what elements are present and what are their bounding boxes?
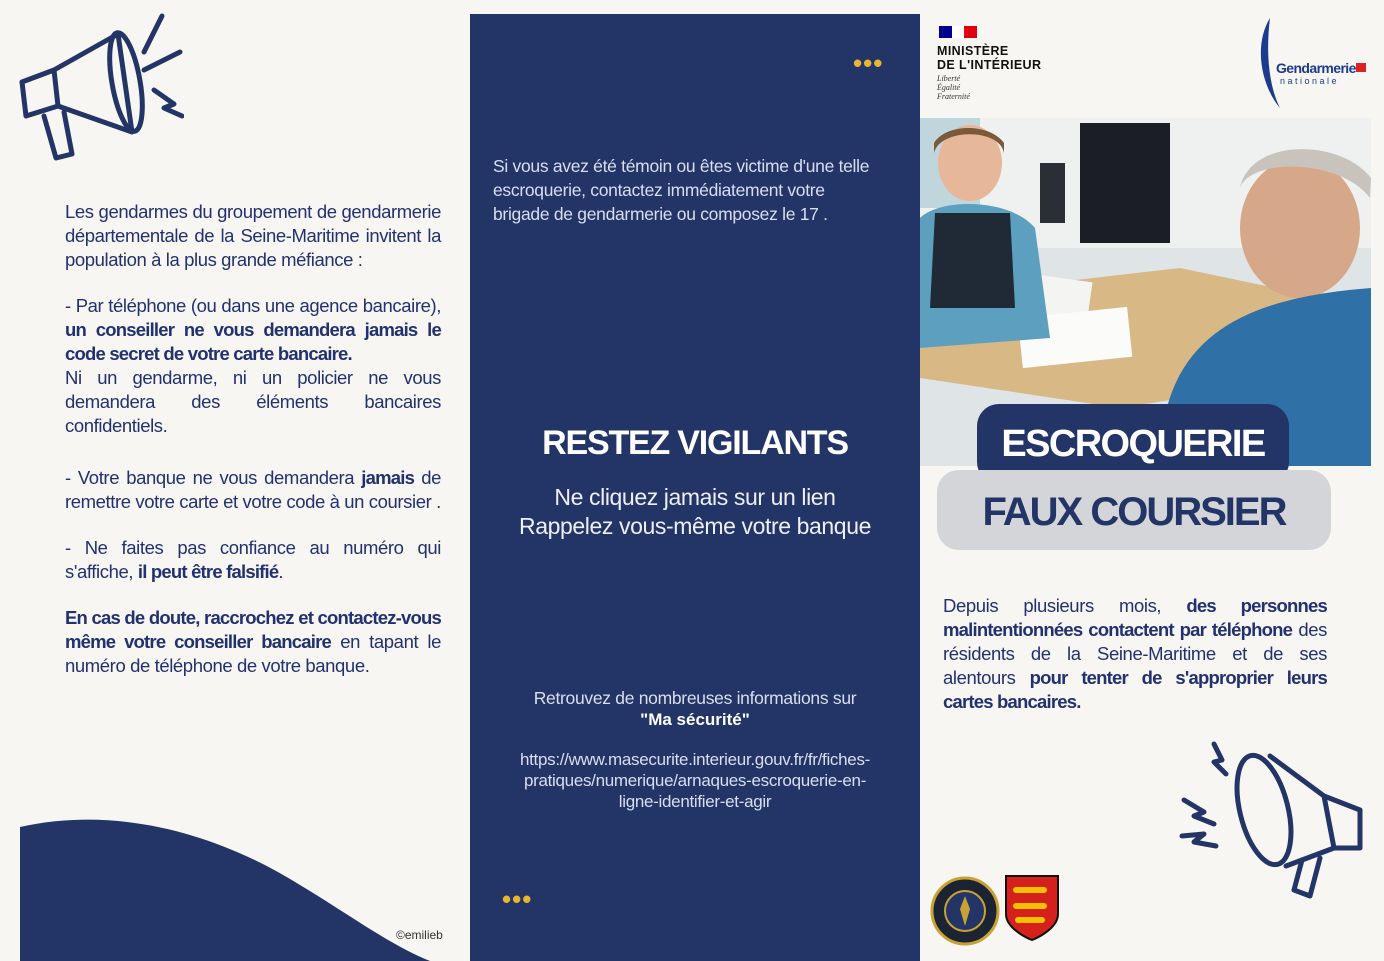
info-line: Retrouvez de nombreuses informations sur xyxy=(533,688,857,708)
left-body-text xyxy=(65,200,441,700)
warning-phone-text: - Par téléphone (ou dans une agence bancaire), xyxy=(65,295,441,316)
warning-number-end: . xyxy=(278,561,284,582)
advice-bank-line: Rappelez vous-même votre banque xyxy=(519,513,871,539)
ministry-line2: DE L'INTÉRIEUR xyxy=(937,58,1042,72)
megaphone-icon xyxy=(1174,738,1374,903)
title-faux-coursier: FAUX COURSIER xyxy=(937,470,1331,550)
normandy-coat-of-arms-icon xyxy=(1004,874,1060,942)
ministry-line1: MINISTÈRE xyxy=(937,44,1009,58)
decorative-dots-bottom: ••• xyxy=(502,884,533,914)
left-panel xyxy=(0,0,470,961)
warning-number-bold: il peut être falsifié xyxy=(137,561,279,582)
middle-panel xyxy=(470,14,920,961)
gendarmerie-emblem-icon xyxy=(930,876,1000,946)
ma-securite-label: "Ma sécurité" xyxy=(640,710,750,729)
desc-bold-persons: des personnes malintentionnées contactent par téléphone xyxy=(943,595,1327,640)
warning-bank-paragraph xyxy=(65,466,441,514)
decorative-dots-top: ••• xyxy=(853,48,884,78)
gendarmerie-name: Gendarmerie xyxy=(1276,60,1356,76)
megaphone-icon xyxy=(14,12,184,162)
desc-intro: Depuis plusieurs mois, xyxy=(943,595,1162,616)
advice-link-line: Ne cliquez jamais sur un lien xyxy=(554,484,836,510)
desc-bold-goal: pour tenter de s'approprier leurs cartes bancaires. xyxy=(943,667,1327,712)
right-description xyxy=(943,594,1327,714)
advice-bold: En cas de doute, raccrochez et contactez-vous même votre conseiller bancaire xyxy=(65,607,441,652)
motto-liberte: Liberté xyxy=(937,74,961,83)
advice-paragraph xyxy=(65,606,441,678)
desc-residents: des résidents de la Seine-Maritime et de ses alentours xyxy=(943,619,1327,688)
masecurite-url[interactable]: https://www.masecurite.interieur.gouv.fr/fr/fiches-pratiques/numerique/arnaques-escroquerie-en-ligne-identifier-et-agir xyxy=(519,750,871,811)
right-panel xyxy=(920,0,1384,961)
warning-gendarme-text: Ni un gendarme, ni un policier ne vous demandera des éléments bancaires confidentiels. xyxy=(65,367,441,436)
warning-bank-bold: jamais xyxy=(361,467,415,488)
republic-motto xyxy=(937,74,1077,101)
warning-bank-text-b: de remettre votre carte et votre code à un coursier . xyxy=(65,467,441,512)
french-flag-icon xyxy=(939,26,977,38)
intro-paragraph: Les gendarmes du groupement de gendarmerie départementale de la Seine-Maritime invitent la population à la plus grande méfiance : xyxy=(65,201,441,270)
motto-fraternite: Fraternité xyxy=(937,92,970,101)
ministry-name xyxy=(937,44,1077,72)
gendarmerie-red-mark xyxy=(1356,63,1366,72)
ministere-interieur-logo xyxy=(937,26,1077,101)
warning-bank-text-a: - Votre banque ne vous demandera xyxy=(65,467,355,488)
warning-number-paragraph xyxy=(65,536,441,584)
credit-text: ©emilieb xyxy=(396,928,443,942)
contact-paragraph: Si vous avez été témoin ou êtes victime d'une telle escroquerie, contactez immédiatement votre brigade de gendarmerie ou composez le 17 . xyxy=(493,156,870,224)
title-escroquerie: ESCROQUERIE xyxy=(977,404,1289,484)
headline-restez-vigilants: RESTEZ VIGILANTS xyxy=(542,424,848,462)
motto-egalite: Égalité xyxy=(937,83,961,92)
warning-number-text: - Ne faites pas confiance au numéro qui s'affiche, xyxy=(65,537,441,582)
warning-phone-bold: un conseiller ne vous demandera jamais le code secret de votre carte bancaire. xyxy=(65,319,441,364)
warning-phone-paragraph xyxy=(65,294,441,438)
gendarmerie-nationale: nationale xyxy=(1280,76,1340,86)
advice-text: en tapant le numéro de téléphone de votre banque. xyxy=(65,631,441,676)
